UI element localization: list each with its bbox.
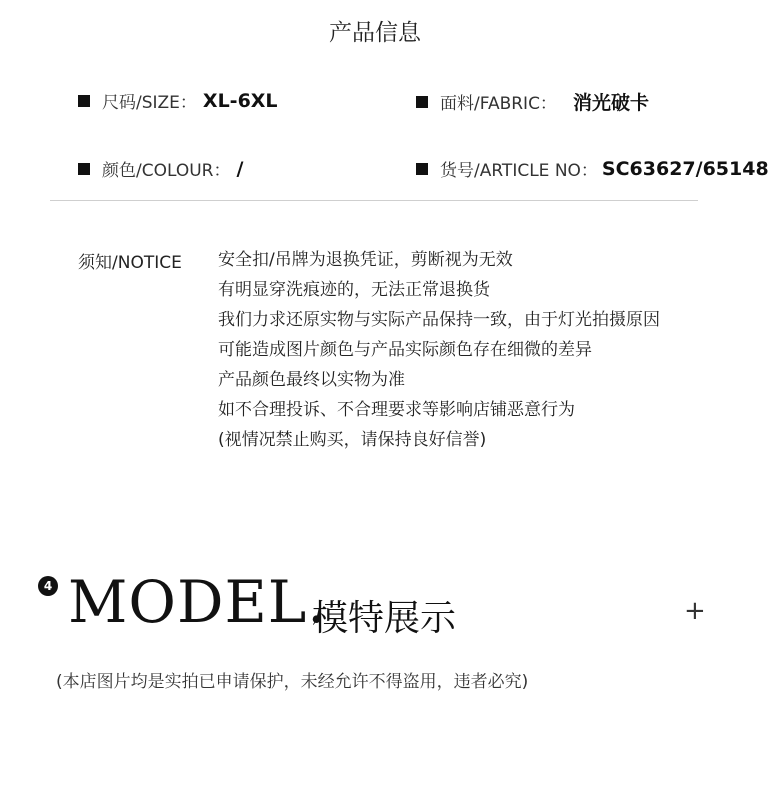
notice-line: 我们力求还原实物与实际产品保持一致，由于灯光拍摄原因 [218, 310, 660, 330]
bullet-square-icon [78, 95, 90, 107]
model-heading-cn: 模特展示 [312, 598, 457, 639]
copyright-note: (本店图片均是实拍已申请保护，未经允许不得盗用，违者必究) [56, 672, 529, 692]
bullet-square-icon [416, 96, 428, 108]
notice-text [218, 248, 660, 458]
spec-colour [78, 156, 243, 181]
notice-line: 产品颜色最终以实物为准 [218, 370, 405, 390]
spec-size-label: 尺码/SIZE： [102, 93, 197, 113]
notice-line: 如不合理投诉、不合理要求等影响店铺恶意行为 [218, 400, 575, 420]
section-divider [50, 200, 698, 201]
spec-fabric [416, 88, 649, 115]
notice-line: (视情况禁止购买，请保持良好信誉) [218, 430, 487, 450]
bullet-square-icon [78, 163, 90, 175]
notice-line: 可能造成图片颜色与产品实际颜色存在细微的差异 [218, 340, 592, 360]
model-heading: MODEL. [68, 568, 327, 636]
spec-article-label: 货号/ARTICLE NO： [440, 161, 598, 181]
notice-line: 安全扣/吊牌为退换凭证，剪断视为无效 [218, 250, 513, 270]
spec-fabric-value: 消光破卡 [572, 92, 649, 114]
spec-article [416, 156, 769, 181]
spec-size-value: XL-6XL [202, 89, 278, 112]
spec-size [78, 88, 278, 113]
notice-line: 有明显穿洗痕迹的，无法正常退换货 [218, 280, 490, 300]
spec-colour-label: 颜色/COLOUR： [102, 161, 231, 181]
spec-fabric-label: 面料/FABRIC： [440, 94, 557, 114]
bullet-square-icon [416, 163, 428, 175]
plus-icon[interactable]: + [684, 596, 706, 626]
notice-label: 须知/NOTICE [78, 253, 182, 273]
section-number-badge: 4 [38, 576, 58, 596]
page-title: 产品信息 [329, 20, 421, 46]
spec-article-value: SC63627/65148 [601, 157, 769, 180]
spec-colour-value: / [236, 157, 244, 180]
